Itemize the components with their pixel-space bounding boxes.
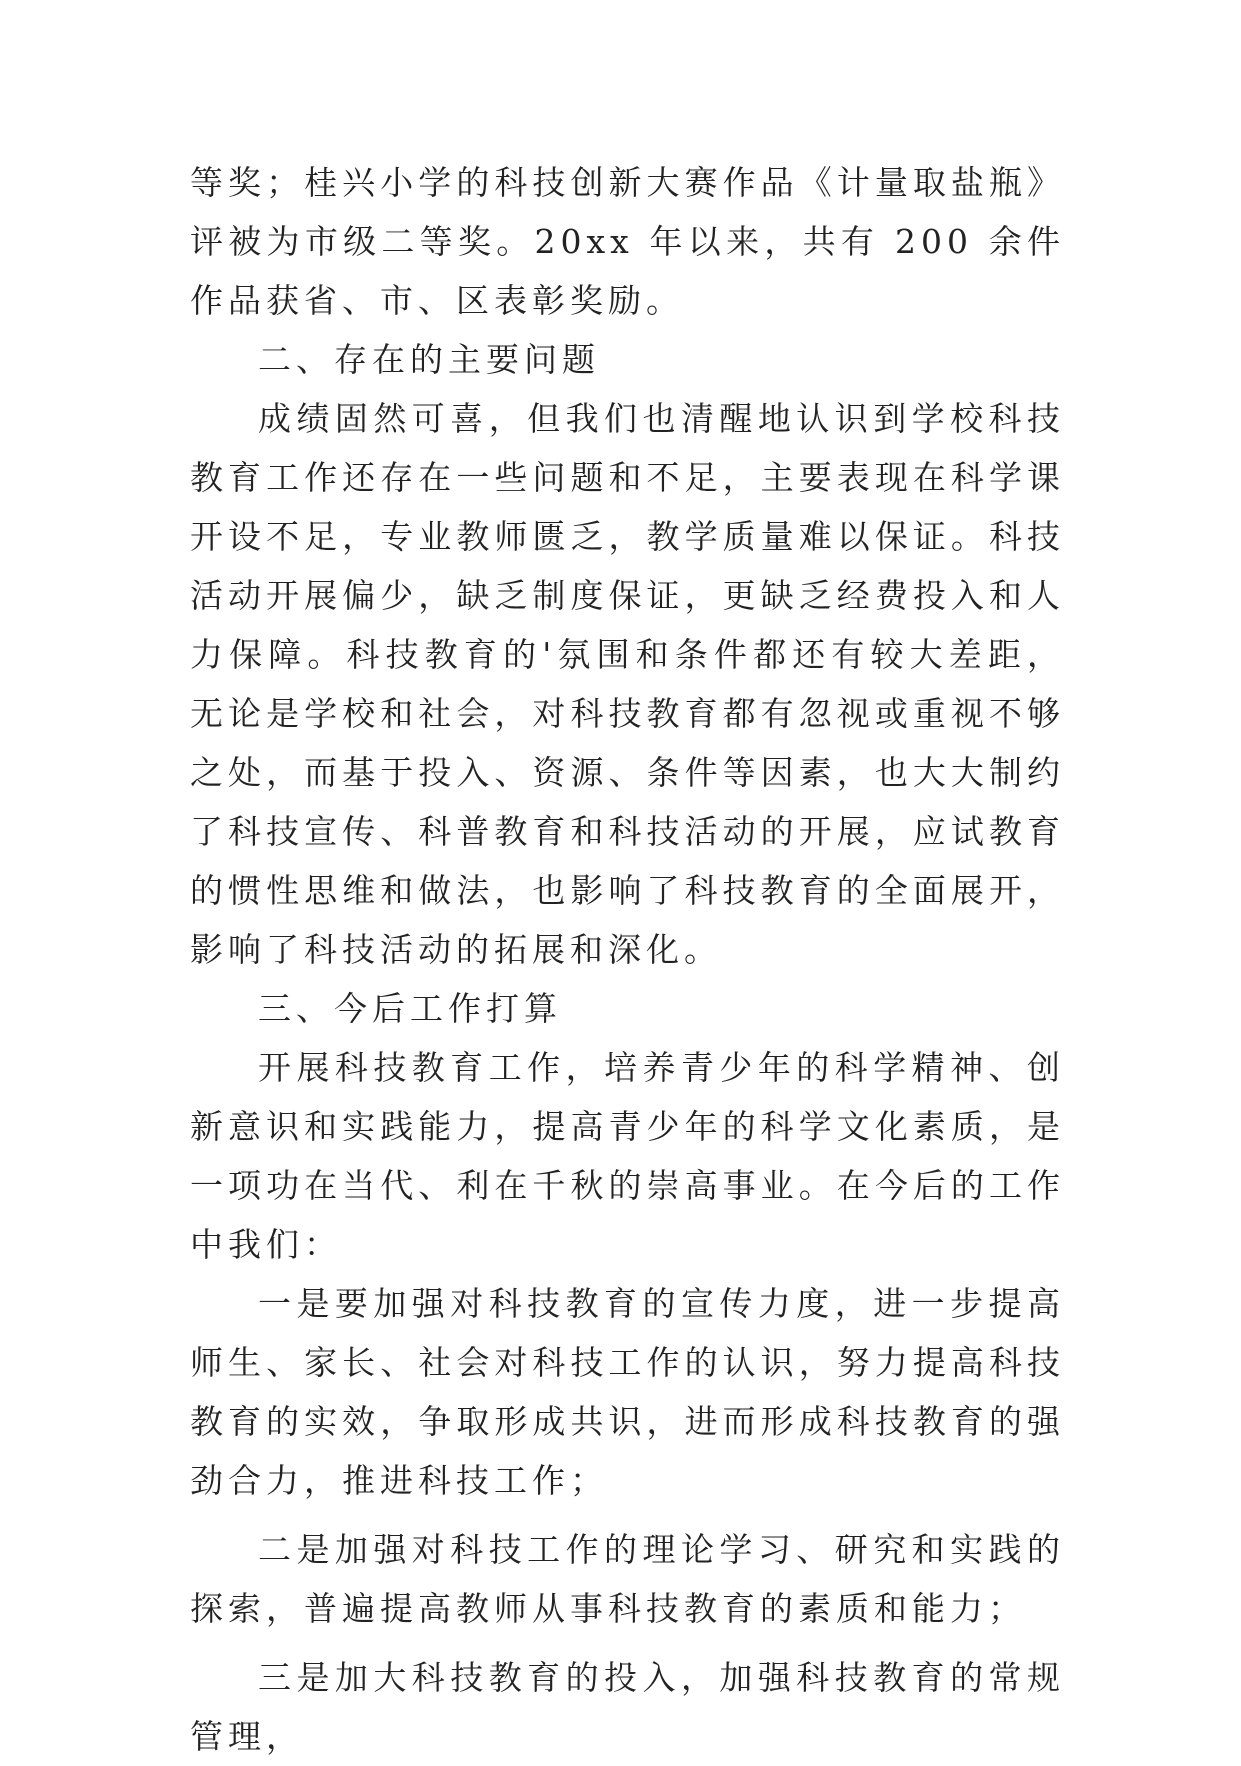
- section-heading-plans: 三、今后工作打算: [258, 989, 562, 1028]
- paragraph-plan-three: 三是加大科技教育的投入，加强科技教育的常规管理，: [190, 1658, 1065, 1756]
- paragraph-plan-one: 一是要加强对科技教育的宣传力度，进一步提高师生、家长、社会对科技工作的认识，努力提高科技教育的实效，争取形成共识，进而形成科技教育的强劲合力，推进科技工作；: [190, 1284, 1065, 1500]
- section-heading-problems: 二、存在的主要问题: [258, 340, 600, 379]
- paragraph-awards-continued: 等奖；桂兴小学的科技创新大赛作品《计量取盐瓶》评被为市级二等奖。20xx 年以来，共有 200 余件作品获省、市、区表彰奖励。: [190, 163, 1065, 320]
- paragraph-problems: 成绩固然可喜，但我们也清醒地认识到学校科技教育工作还存在一些问题和不足，主要表现在科学课开设不足，专业教师匮乏，教学质量难以保证。科技活动开展偏少，缺乏制度保证，更缺乏经费投入和人力保障。科技教育的'氛围和条件都还有较大差距，无论是学校和社会，对科技教育都有忽视或重视不够之处，而基于投入、资源、条件等因素，也大大制约了科技宣传、科普教育和科技活动的开展，应试教育的惯性思维和做法，也影响了科技教育的全面展开，影响了科技活动的拓展和深化。: [190, 399, 1065, 969]
- document-body: [190, 153, 1065, 1766]
- paragraph-plans-intro: 开展科技教育工作，培养青少年的科学精神、创新意识和实践能力，提高青少年的科学文化素质，是一项功在当代、利在千秋的崇高事业。在今后的工作中我们：: [190, 1048, 1065, 1264]
- paragraph-plan-two: 二是加强对科技工作的理论学习、研究和实践的探索，普遍提高教师从事科技教育的素质和能力；: [190, 1530, 1065, 1628]
